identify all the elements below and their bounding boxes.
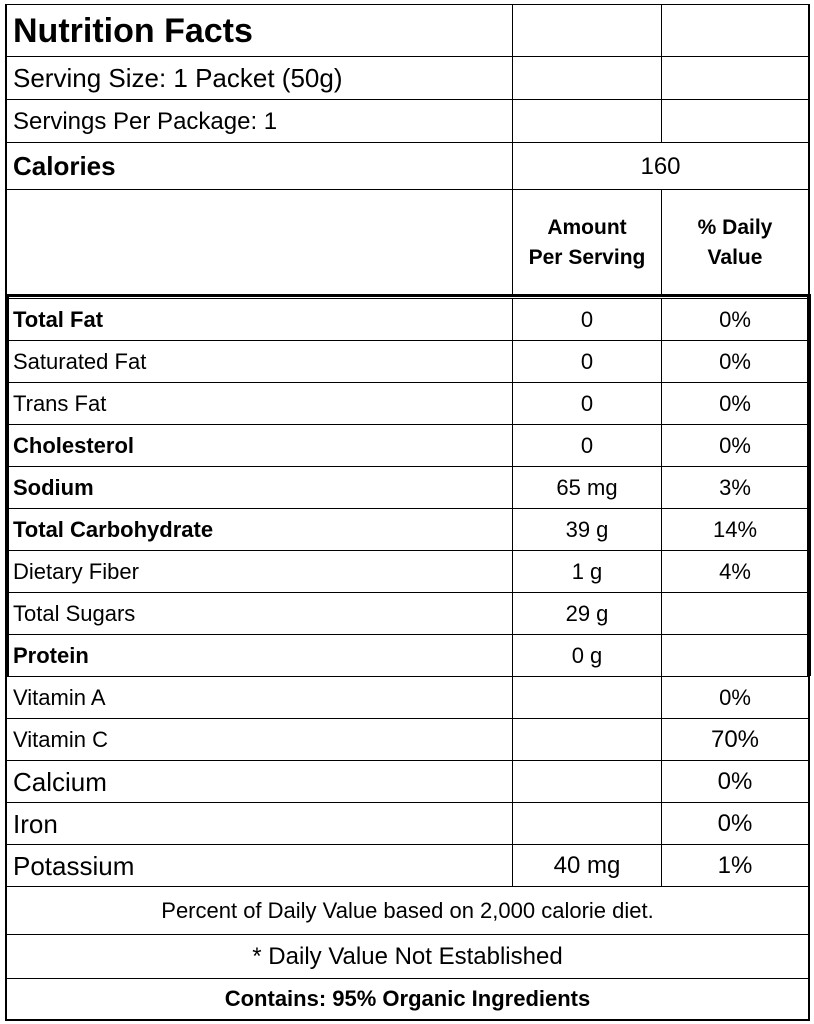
footnote-row	[5, 978, 810, 1021]
vitamin-daily-value: 0%	[661, 803, 810, 845]
calories-label: Calories	[5, 143, 512, 190]
empty-cell	[512, 100, 661, 143]
dv-header-line2: Value	[707, 246, 763, 269]
title: Nutrition Facts	[5, 5, 512, 57]
vitamin-row	[5, 718, 810, 761]
vitamin-name: Vitamin A	[5, 677, 512, 719]
nutrient-row	[5, 298, 810, 341]
nutrient-row	[5, 382, 810, 425]
nutrient-daily-value: 0%	[661, 341, 810, 383]
vitamin-daily-value: 0%	[661, 761, 810, 803]
dv-header-line1: % Daily	[697, 215, 773, 239]
vitamin-row	[5, 676, 810, 719]
amount-header-line1: Amount	[547, 215, 627, 239]
nutrient-row	[5, 340, 810, 383]
servings-per-package-row	[5, 99, 810, 143]
section-divider	[5, 294, 810, 297]
amount-header-line2: Per Serving	[528, 246, 646, 269]
vitamin-amount	[512, 719, 661, 761]
vitamin-amount	[512, 803, 661, 845]
nutrient-row	[5, 592, 810, 635]
vitamin-daily-value: 70%	[661, 719, 810, 761]
nutrient-amount: 39 g	[512, 509, 661, 551]
nutrient-daily-value	[661, 635, 810, 677]
vitamin-amount: 40 mg	[512, 845, 661, 887]
serving-size-row	[5, 56, 810, 100]
nutrient-name: Trans Fat	[5, 383, 512, 425]
nutrient-amount: 0 g	[512, 635, 661, 677]
nutrient-amount: 29 g	[512, 593, 661, 635]
nutrient-row	[5, 550, 810, 593]
empty-cell	[512, 5, 661, 57]
vitamin-name: Calcium	[5, 761, 512, 803]
column-header-row	[5, 189, 810, 296]
nutrient-row	[5, 424, 810, 467]
nutrient-daily-value	[661, 593, 810, 635]
title-row	[5, 4, 810, 57]
calories-row	[5, 142, 810, 190]
nutrient-daily-value: 0%	[661, 383, 810, 425]
footnote-row	[5, 886, 810, 935]
nutrition-facts-table	[5, 4, 810, 1020]
empty-cell	[661, 57, 810, 100]
nutrient-daily-value: 0%	[661, 299, 810, 341]
nutrient-daily-value: 14%	[661, 509, 810, 551]
organic-ingredients-note: Contains: 95% Organic Ingredients	[5, 979, 810, 1019]
vitamin-daily-value: 0%	[661, 677, 810, 719]
vitamin-daily-value: 1%	[661, 845, 810, 887]
nutrient-amount: 0	[512, 341, 661, 383]
nutrient-name: Total Carbohydrate	[5, 509, 512, 551]
vitamin-name: Iron	[5, 803, 512, 845]
nutrient-name: Protein	[5, 635, 512, 677]
vitamin-row	[5, 802, 810, 845]
empty-cell	[661, 100, 810, 143]
vitamin-name: Vitamin C	[5, 719, 512, 761]
vitamin-name: Potassium	[5, 845, 512, 887]
nutrient-row	[5, 634, 810, 677]
nutrient-amount: 0	[512, 383, 661, 425]
daily-value-header	[661, 190, 810, 296]
not-established-note: * Daily Value Not Established	[5, 935, 810, 979]
nutrient-amount: 0	[512, 425, 661, 467]
nutrient-row	[5, 508, 810, 551]
amount-per-serving-header	[512, 190, 661, 296]
daily-value-basis-note: Percent of Daily Value based on 2,000 calorie diet.	[5, 887, 810, 935]
empty-cell	[512, 57, 661, 100]
nutrient-name: Total Sugars	[5, 593, 512, 635]
servings-per-package: Servings Per Package: 1	[5, 100, 512, 143]
vitamin-row	[5, 760, 810, 803]
nutrient-name: Sodium	[5, 467, 512, 509]
nutrient-row	[5, 466, 810, 509]
empty-cell	[5, 190, 512, 296]
nutrient-name: Dietary Fiber	[5, 551, 512, 593]
nutrient-daily-value: 4%	[661, 551, 810, 593]
calories-value: 160	[512, 143, 810, 190]
empty-cell	[661, 5, 810, 57]
nutrient-name: Total Fat	[5, 299, 512, 341]
vitamin-amount	[512, 677, 661, 719]
vitamin-amount	[512, 761, 661, 803]
nutrient-amount: 1 g	[512, 551, 661, 593]
nutrient-daily-value: 0%	[661, 425, 810, 467]
serving-size: Serving Size: 1 Packet (50g)	[5, 57, 512, 100]
vitamin-row	[5, 844, 810, 887]
nutrient-daily-value: 3%	[661, 467, 810, 509]
nutrient-name: Cholesterol	[5, 425, 512, 467]
nutrient-amount: 65 mg	[512, 467, 661, 509]
nutrient-name: Saturated Fat	[5, 341, 512, 383]
footnote-row	[5, 934, 810, 979]
nutrient-amount: 0	[512, 299, 661, 341]
